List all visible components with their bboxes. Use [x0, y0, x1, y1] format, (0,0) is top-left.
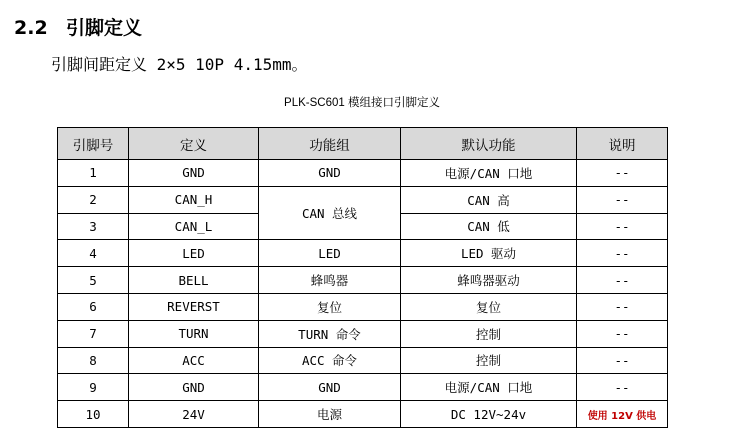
- default-function-cell: 控制: [401, 347, 577, 374]
- default-function-cell: 电源/CAN 口地: [401, 374, 577, 401]
- default-function-cell: 电源/CAN 口地: [401, 160, 577, 187]
- definition-cell: LED: [129, 240, 259, 267]
- header-notes: 说明: [577, 128, 668, 160]
- note-cell: --: [577, 213, 668, 240]
- note-cell: --: [577, 186, 668, 213]
- section-title: 引脚定义: [66, 17, 143, 39]
- table-header-row: [58, 128, 668, 160]
- header-pin-number: 引脚号: [58, 128, 129, 160]
- definition-cell: TURN: [129, 320, 259, 347]
- function-group-cell: CAN 总线: [259, 186, 401, 240]
- pin-pitch-description: 引脚间距定义 2×5 10P 4.15mm。: [51, 55, 308, 74]
- function-group-cell: 复位: [259, 293, 401, 320]
- note-cell: --: [577, 347, 668, 374]
- note-cell: --: [577, 240, 668, 267]
- section-heading: [14, 13, 142, 40]
- note-cell: --: [577, 160, 668, 187]
- pin-definition-table: [57, 127, 668, 428]
- function-group-cell: ACC 命令: [259, 347, 401, 374]
- function-group-cell: TURN 命令: [259, 320, 401, 347]
- default-function-cell: 控制: [401, 320, 577, 347]
- pin-number-cell: 3: [58, 213, 129, 240]
- note-cell: --: [577, 267, 668, 294]
- function-group-cell: 电源: [259, 401, 401, 428]
- table-row: [58, 186, 668, 213]
- definition-cell: REVERST: [129, 293, 259, 320]
- power-note-cell: 使用 12V 供电: [577, 401, 668, 428]
- definition-cell: GND: [129, 160, 259, 187]
- definition-cell: CAN_L: [129, 213, 259, 240]
- table-row: [58, 374, 668, 401]
- note-cell: --: [577, 293, 668, 320]
- default-function-cell: CAN 低: [401, 213, 577, 240]
- pin-number-cell: 8: [58, 347, 129, 374]
- function-group-cell: GND: [259, 160, 401, 187]
- pin-number-cell: 10: [58, 401, 129, 428]
- pin-number-cell: 7: [58, 320, 129, 347]
- definition-cell: GND: [129, 374, 259, 401]
- pin-number-cell: 2: [58, 186, 129, 213]
- table-row: [58, 320, 668, 347]
- function-group-cell: 蜂鸣器: [259, 267, 401, 294]
- definition-cell: 24V: [129, 401, 259, 428]
- pin-number-cell: 5: [58, 267, 129, 294]
- definition-cell: CAN_H: [129, 186, 259, 213]
- table-row: [58, 160, 668, 187]
- default-function-cell: CAN 高: [401, 186, 577, 213]
- default-function-cell: LED 驱动: [401, 240, 577, 267]
- table-row: [58, 240, 668, 267]
- table-caption: PLK-SC601 模组接口引脚定义: [284, 97, 440, 109]
- default-function-cell: 蜂鸣器驱动: [401, 267, 577, 294]
- header-default-function: 默认功能: [401, 128, 577, 160]
- pin-number-cell: 6: [58, 293, 129, 320]
- default-function-cell: DC 12V~24v: [401, 401, 577, 428]
- pin-number-cell: 4: [58, 240, 129, 267]
- note-cell: --: [577, 320, 668, 347]
- default-function-cell: 复位: [401, 293, 577, 320]
- header-definition: 定义: [129, 128, 259, 160]
- section-number: 2.2: [14, 17, 48, 39]
- definition-cell: BELL: [129, 267, 259, 294]
- table-row: [58, 267, 668, 294]
- table-row: [58, 293, 668, 320]
- table-row: [58, 347, 668, 374]
- table-row: [58, 401, 668, 428]
- header-function-group: 功能组: [259, 128, 401, 160]
- definition-cell: ACC: [129, 347, 259, 374]
- pin-number-cell: 1: [58, 160, 129, 187]
- pin-number-cell: 9: [58, 374, 129, 401]
- note-cell: --: [577, 374, 668, 401]
- function-group-cell: GND: [259, 374, 401, 401]
- function-group-cell: LED: [259, 240, 401, 267]
